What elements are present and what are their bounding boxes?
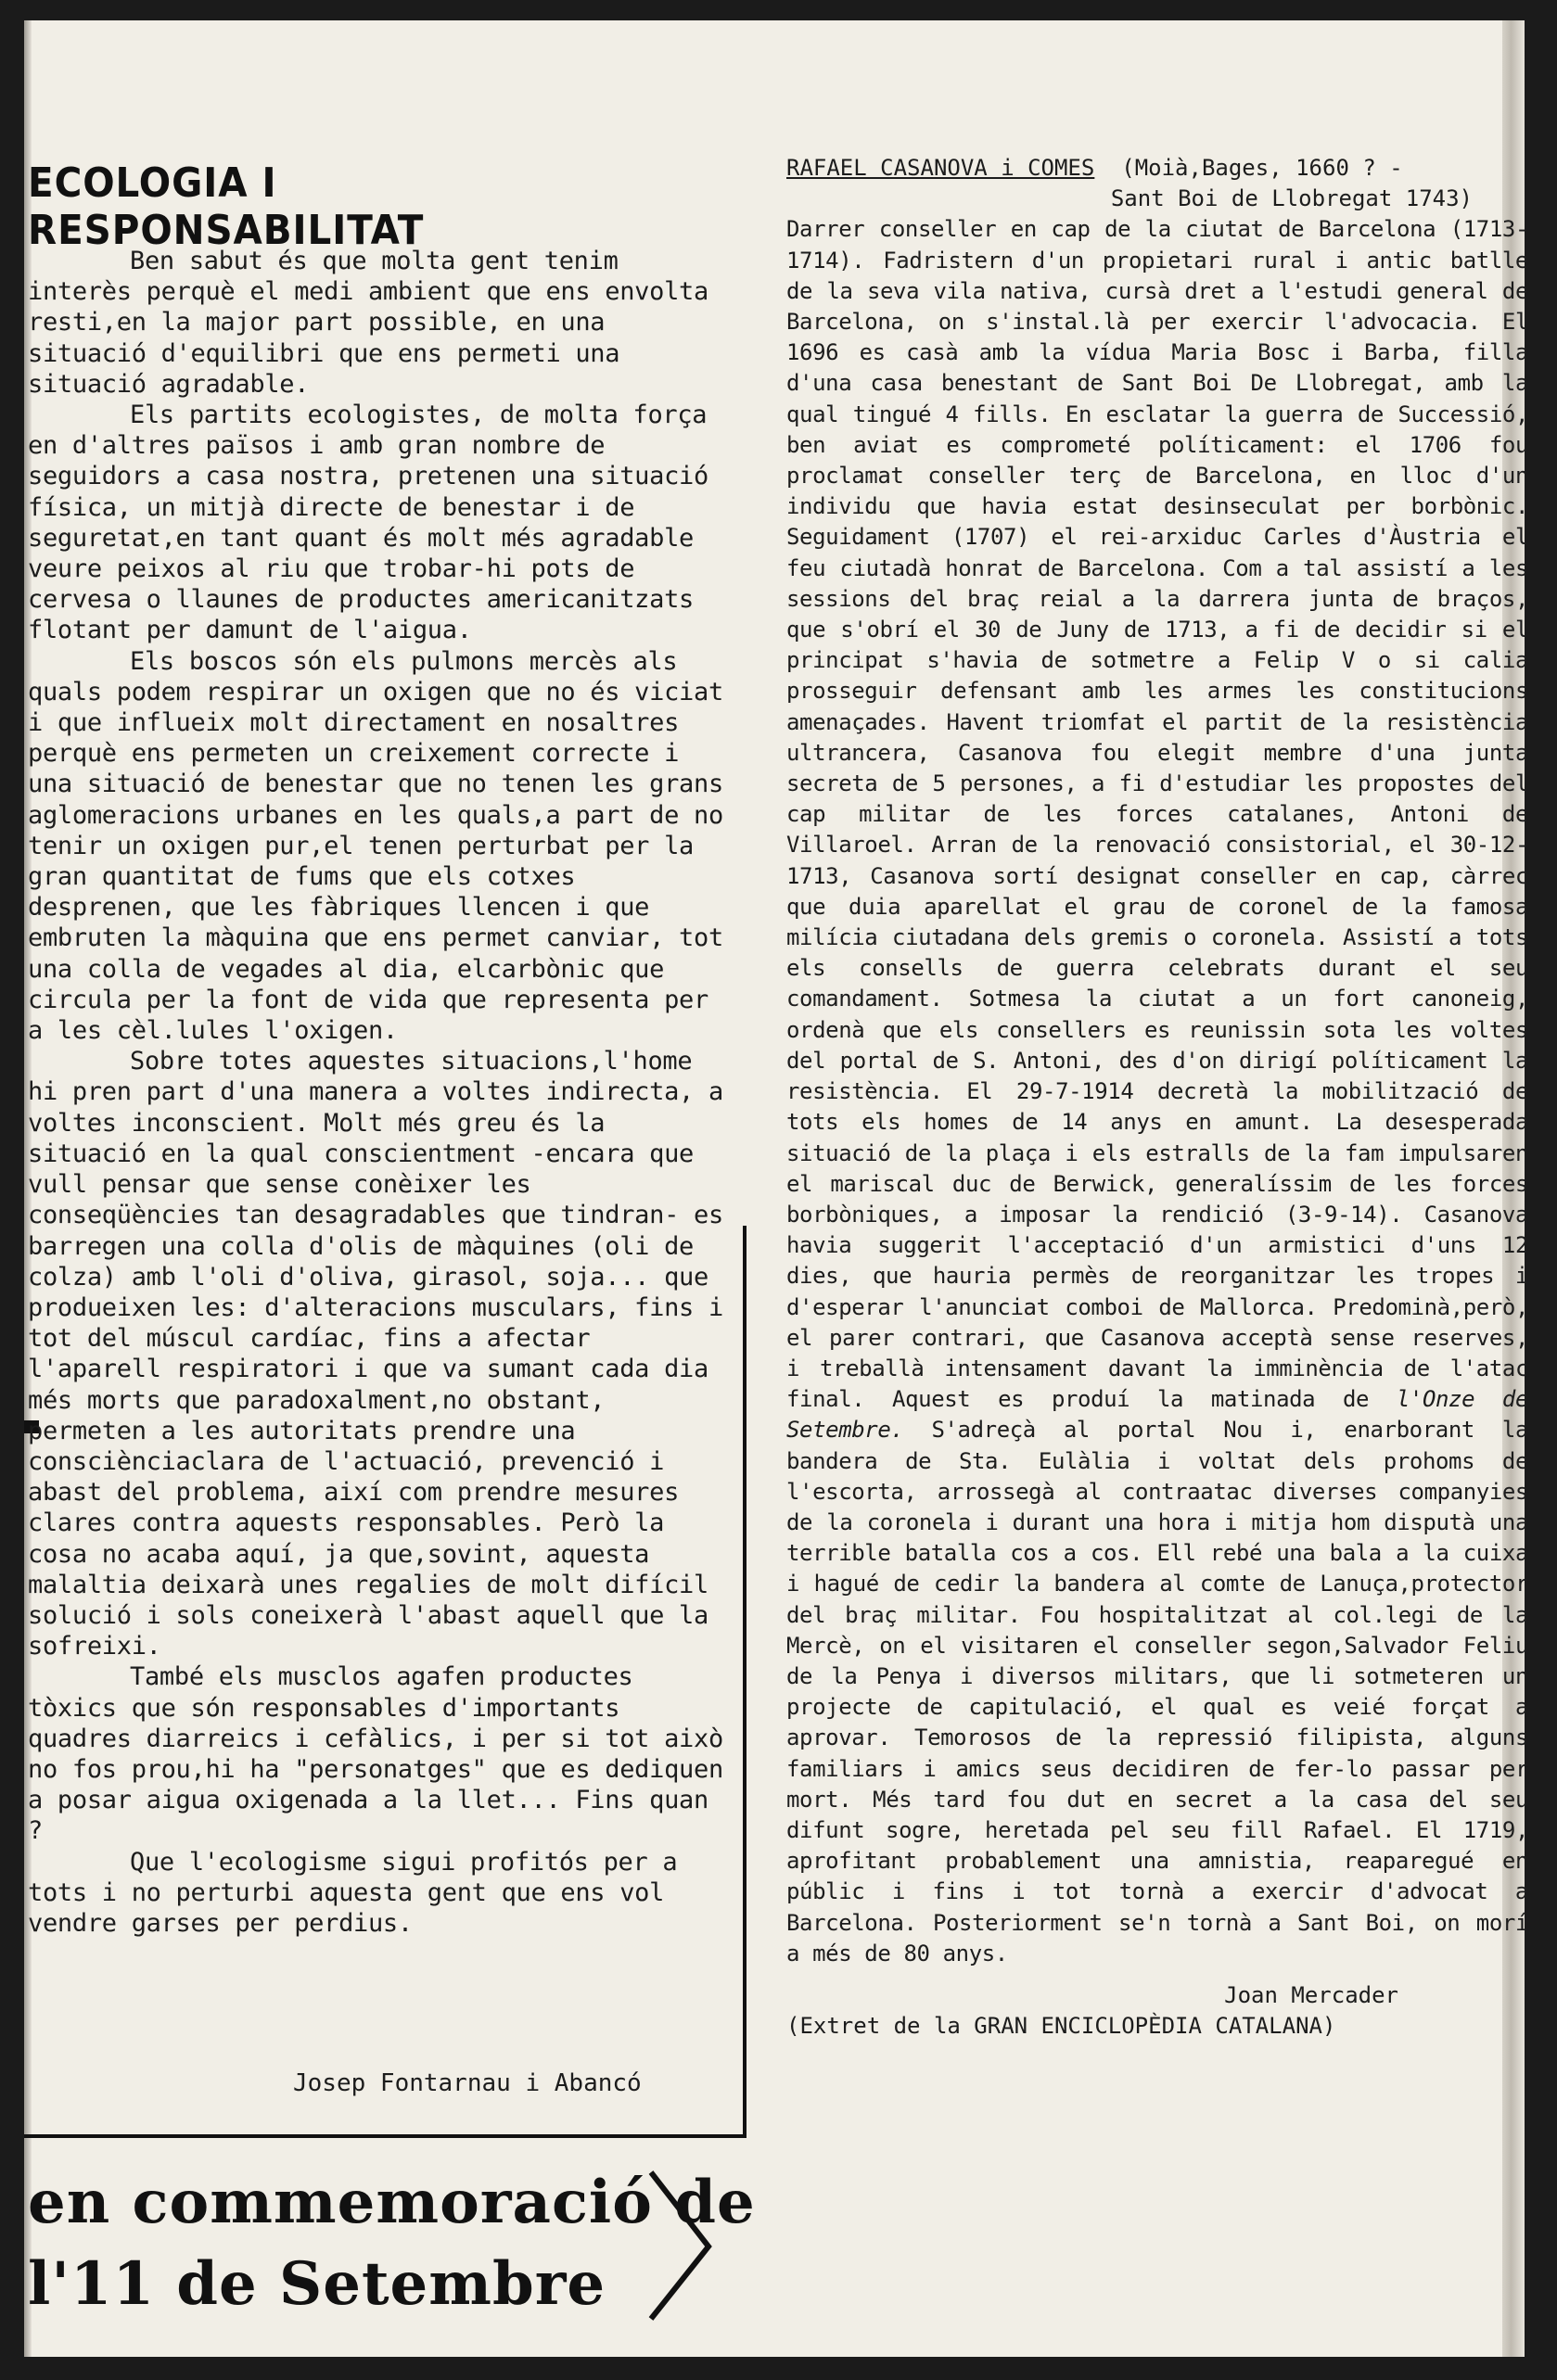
right-article-dates-2: Sant Boi de Llobregat 1743)	[1110, 185, 1473, 212]
right-article-signature: Joan Mercader	[1224, 1981, 1398, 2008]
right-article-source: (Extret de la GRAN ENCICLOPÈDIA CATALANA)	[786, 2013, 1336, 2040]
left-paragraph: Sobre totes aquestes situacions,l'home hi pren part d'una manera a voltes indirecta, a voltes inconscient. Molt més greu és la situació en la qual conscientment -encara que vull pensar que sense conèixer les conseqüències tan desagradables que tindran- es barregen una colla d'olis de màquines (oli de colza) amb l'oli d'oliva, girasol, soja... que produeixen les: d'alteracions musculars, fins i tot del múscul cardíac, fins a afectar l'aparell respiratori i que va sumant cada dia més morts que paradoxalment,no obstant, permeten a les autoritats prendre una consciènciaclara de l'actuació, prevenció i abast del problema, així com prendre mesures clares contra aquests responsables. Però la cosa no acaba aquí, ja que,sovint, aquesta malaltia deixarà unes regalies de molt difícil solució i sols coneixerà l'abast aquell que la sofreixi.	[28, 1047, 723, 1661]
commemoration-banner	[28, 2162, 756, 2325]
newspaper-page	[24, 20, 1528, 2357]
right-body-part-1: Darrer conseller en cap de la ciutat de Barcelona (1713-1714). Fadristern d'un propietari rural i antic batlle de la seva vila nativa, cursà dret a l'estudi general de Barcelona, on s'instal.là per exercir l'advocacia. El 1696 es casà amb la vídua Maria Bosc i Barba, filla d'una casa benestant de Sant Boi De Llobregat, amb la qual tingué 4 fills. En esclatar la guerra de Successió, ben aviat es comprometé políticament: el 1706 fou proclamat conseller terç de Barcelona, en lloc d'un individu que havia estat desinseculat per borbònic. Seguidament (1707) el rei-arxiduc Carles d'Àustria el feu ciutadà honrat de Barcelona. Com a tal assistí a les sessions del braç reial a la darrera junta de braços, que s'obrí el 30 de Juny de 1713, a fi de decidir si el principat s'havia de sotmetre a Felip V o si calia prosseguir defensant amb les armes les constitucions amenaçades. Havent triomfat el partit de la resistència ultrancera, Casanova fou elegit membre d'una junta secreta de 5 persones, a fi d'estudiar les propostes del cap militar de les forces catalanes, Antoni de Villaroel. Arran de la renovació consistorial, el 30-12-1713, Casanova sortí designat conseller en cap, càrrec que duia aparellat el grau de coronel de la famosa milícia ciutadana dels gremis o coronela. Assistí a tots els consells de guerra celebrats durant el seu comandament. Sotmesa la ciutat a un fort canoneig, ordenà que els consellers es reunissin sota les voltes del portal de S. Antoni, des d'on dirigí políticament la resistència. El 29-7-1914 decretà la mobilització de tots els homes de 14 anys en amunt. La desesperada situació de la plaça i els estralls de la fam impulsaren el mariscal duc de Berwick, generalíssim de les forces borbòniques, a imposar la rendició (3-9-14). Casanova havia suggerit l'acceptació d'un armistici d'uns 12 dies, que hauria permès de reorganitzar les tropes i d'esperar l'anunciat comboi de Mallorca. Predominà,però, el parer contrari, que Casanova acceptà sense reserves, i treballà intensament davant la imminència de l'atac final. Aquest es produí la matinada de	[786, 216, 1528, 1413]
right-article-body	[786, 214, 1528, 1969]
right-article-name: RAFAEL CASANOVA i COMES	[786, 155, 1095, 181]
left-article-signature: Josep Fontarnau i Abancó	[293, 2069, 642, 2097]
right-body-emphasis: l'Onze de Setembre.	[786, 1386, 1528, 1444]
frame-vertical-rule	[743, 1226, 747, 2134]
left-article-title: ECOLOGIA I RESPONSABILITAT	[28, 159, 425, 254]
right-article-heading	[786, 153, 1528, 184]
left-paragraph: Que l'ecologisme sigui profitós per a tots i no perturbi aquesta gent que ens vol vendre garses per perdius.	[28, 1847, 678, 1938]
left-paragraph: Ben sabut és que molta gent tenim interès perquè el medi ambient que ens envolta resti,en la major part possible, en una situació d'equilibri que ens permeti una situació agradable.	[28, 247, 708, 399]
banner-line-2: l'11 de Setembre	[28, 2249, 606, 2319]
banner-line-1: en commemoració de	[28, 2168, 756, 2237]
left-paragraph: Els partits ecologistes, de molta força en d'altres països i amb gran nombre de seguidors a casa nostra, pretenen una situació física, un mitjà directe de benestar i de seguretat,en tant quant és molt més agradable veure peixos al riu que trobar-hi pots de cervesa o llaunes de productes americanitzats flotant per damunt de l'aigua.	[28, 401, 708, 645]
right-body-part-2: S'adreçà al portal Nou i, enarborant la bandera de Sta. Eulàlia i voltat dels prohoms de l'escorta, arrossegà al contraatac diverses companyies de la coronela i durant una hora i mitja hom disputà una terrible batalla cos a cos. Ell rebé una bala a la cuixa i hagué de cedir la bandera al comte de Lanuça,protector del braç militar. Fou hospitalitzat al col.legi de la Mercè, on el visitaren el conseller segon,Salvador Feliu de la Penya i diversos militars, que li sotmeteren un projecte de capitulació, el qual es veié forçat a aprovar. Temorosos de la repressió filipista, alguns familiars i amics seus decidiren de fer-lo passar per mort. Més tard fou dut en secret a la casa del seu difunt sogre, heretada pel seu fill Rafael. El 1719, aprofitant probablement una amnistia, reaparegué en públic i fins i tot tornà a exercir d'advocat a Barcelona. Posteriorment se'n tornà a Sant Boi, on morí a més de 80 anys.	[786, 1417, 1528, 1966]
left-article-body	[28, 246, 733, 1939]
right-article-dates-1: (Moià,Bages, 1660 ? -	[1121, 155, 1403, 181]
left-paragraph: Els boscos són els pulmons mercès als quals podem respirar un oxigen que no és viciat i que influeix molt directament en nosaltres perquè ens permeten un creixement correcte i una situació de benestar que no tenen les grans aglomeracions urbanes en les quals,a part de no tenir un oxigen pur,el tenen perturbat per la gran quantitat de fums que els cotxes desprenen, que les fàbriques llencen i que embruten la màquina que ens permet canviar, tot una colla de vegades al dia, elcarbònic que circula per la font de vida que representa per a les cèl.lules l'oxigen.	[28, 646, 723, 1046]
frame-horizontal-rule	[24, 2134, 747, 2138]
chevron-right-icon	[644, 2167, 718, 2324]
left-paragraph: També els musclos agafen productes tòxics que són responsables d'importants quadres diarreics i cefàlics, i per si tot això no fos prou,hi ha "personatges" que es dediquen a posar aigua oxigenada a la llet... Fins quan ?	[28, 1662, 723, 1846]
right-article	[786, 153, 1528, 2042]
